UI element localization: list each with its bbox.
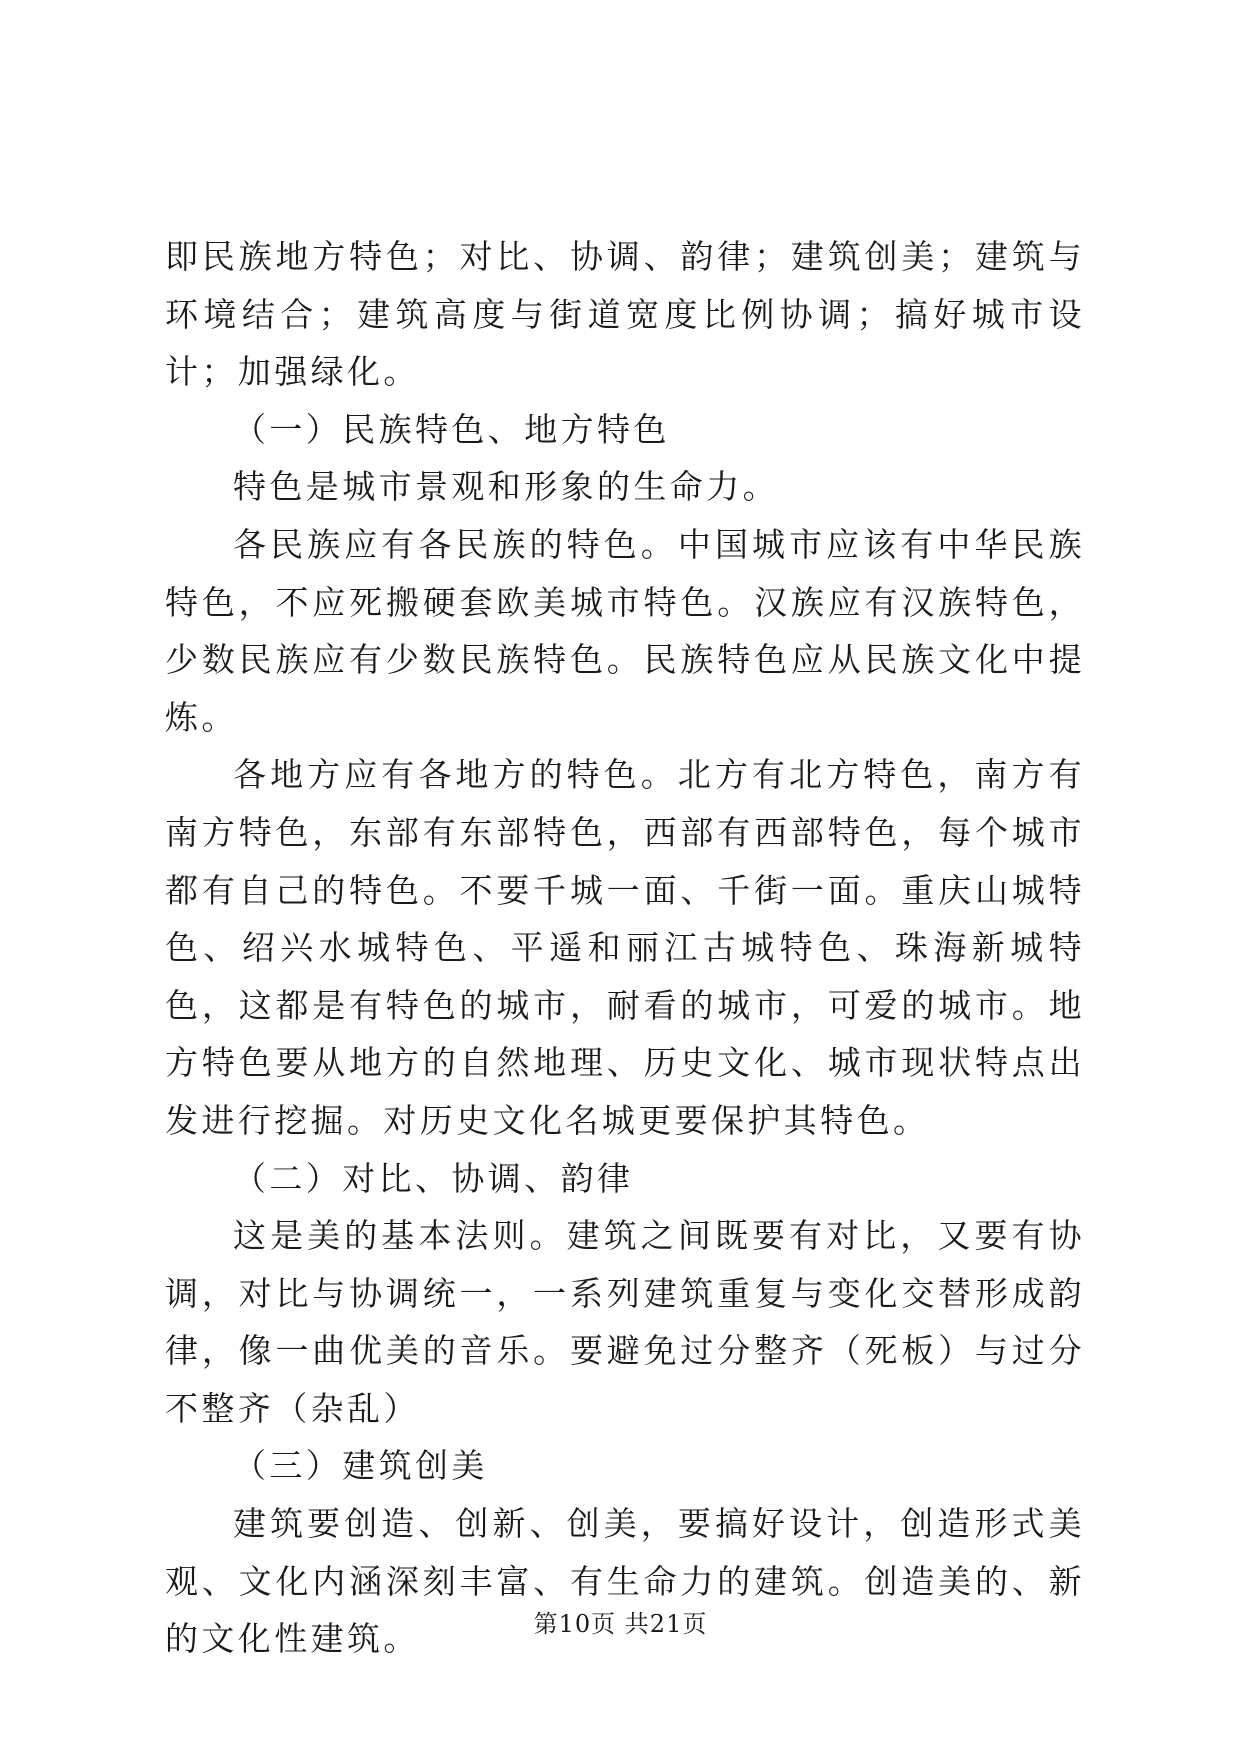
paragraph: 特色是城市景观和形象的生命力。: [233, 467, 779, 507]
document-body: [165, 228, 1085, 1668]
page-footer: [0, 1604, 1241, 1639]
paragraph: 建筑要创造、创新、创美，要搞好设计，创造形式美观、文化内涵深刻丰富、有生命力的建筑。创造美的、新的文化性建筑。: [165, 1504, 1085, 1659]
paragraph: 各地方应有各地方的特色。北方有北方特色，南方有南方特色，东部有东部特色，西部有西部特色，每个城市都有自己的特色。不要千城一面、千街一面。重庆山城特色、绍兴水城特色、平遥和丽江古城特色、珠海新城特色，这都是有特色的城市，耐看的城市，可爱的城市。地方特色要从地方的自然地理、历史文化、城市现状特点出发进行挖掘。对历史文化名城更要保护其特色。: [165, 755, 1085, 1140]
paragraph: 这是美的基本法则。建筑之间既要有对比，又要有协调，对比与协调统一，一系列建筑重复与变化交替形成韵律，像一曲优美的音乐。要避免过分整齐（死板）与过分不整齐（杂乱）: [165, 1216, 1085, 1428]
section-heading-1: （一）民族特色、地方特色: [233, 409, 670, 449]
section-heading-3: （三）建筑创美: [233, 1446, 488, 1486]
paragraph-continuation: 即民族地方特色；对比、协调、韵律；建筑创美；建筑与环境结合；建筑高度与街道宽度比例协调；搞好城市设计；加强绿化。: [165, 237, 1085, 392]
paragraph: 各民族应有各民族的特色。中国城市应该有中华民族特色，不应死搬硬套欧美城市特色。汉族应有汉族特色，少数民族应有少数民族特色。民族特色应从民族文化中提炼。: [165, 524, 1085, 737]
section-heading-2: （二）对比、协调、韵律: [233, 1158, 634, 1198]
page-number-label: 第10页 共21页: [533, 1610, 708, 1638]
